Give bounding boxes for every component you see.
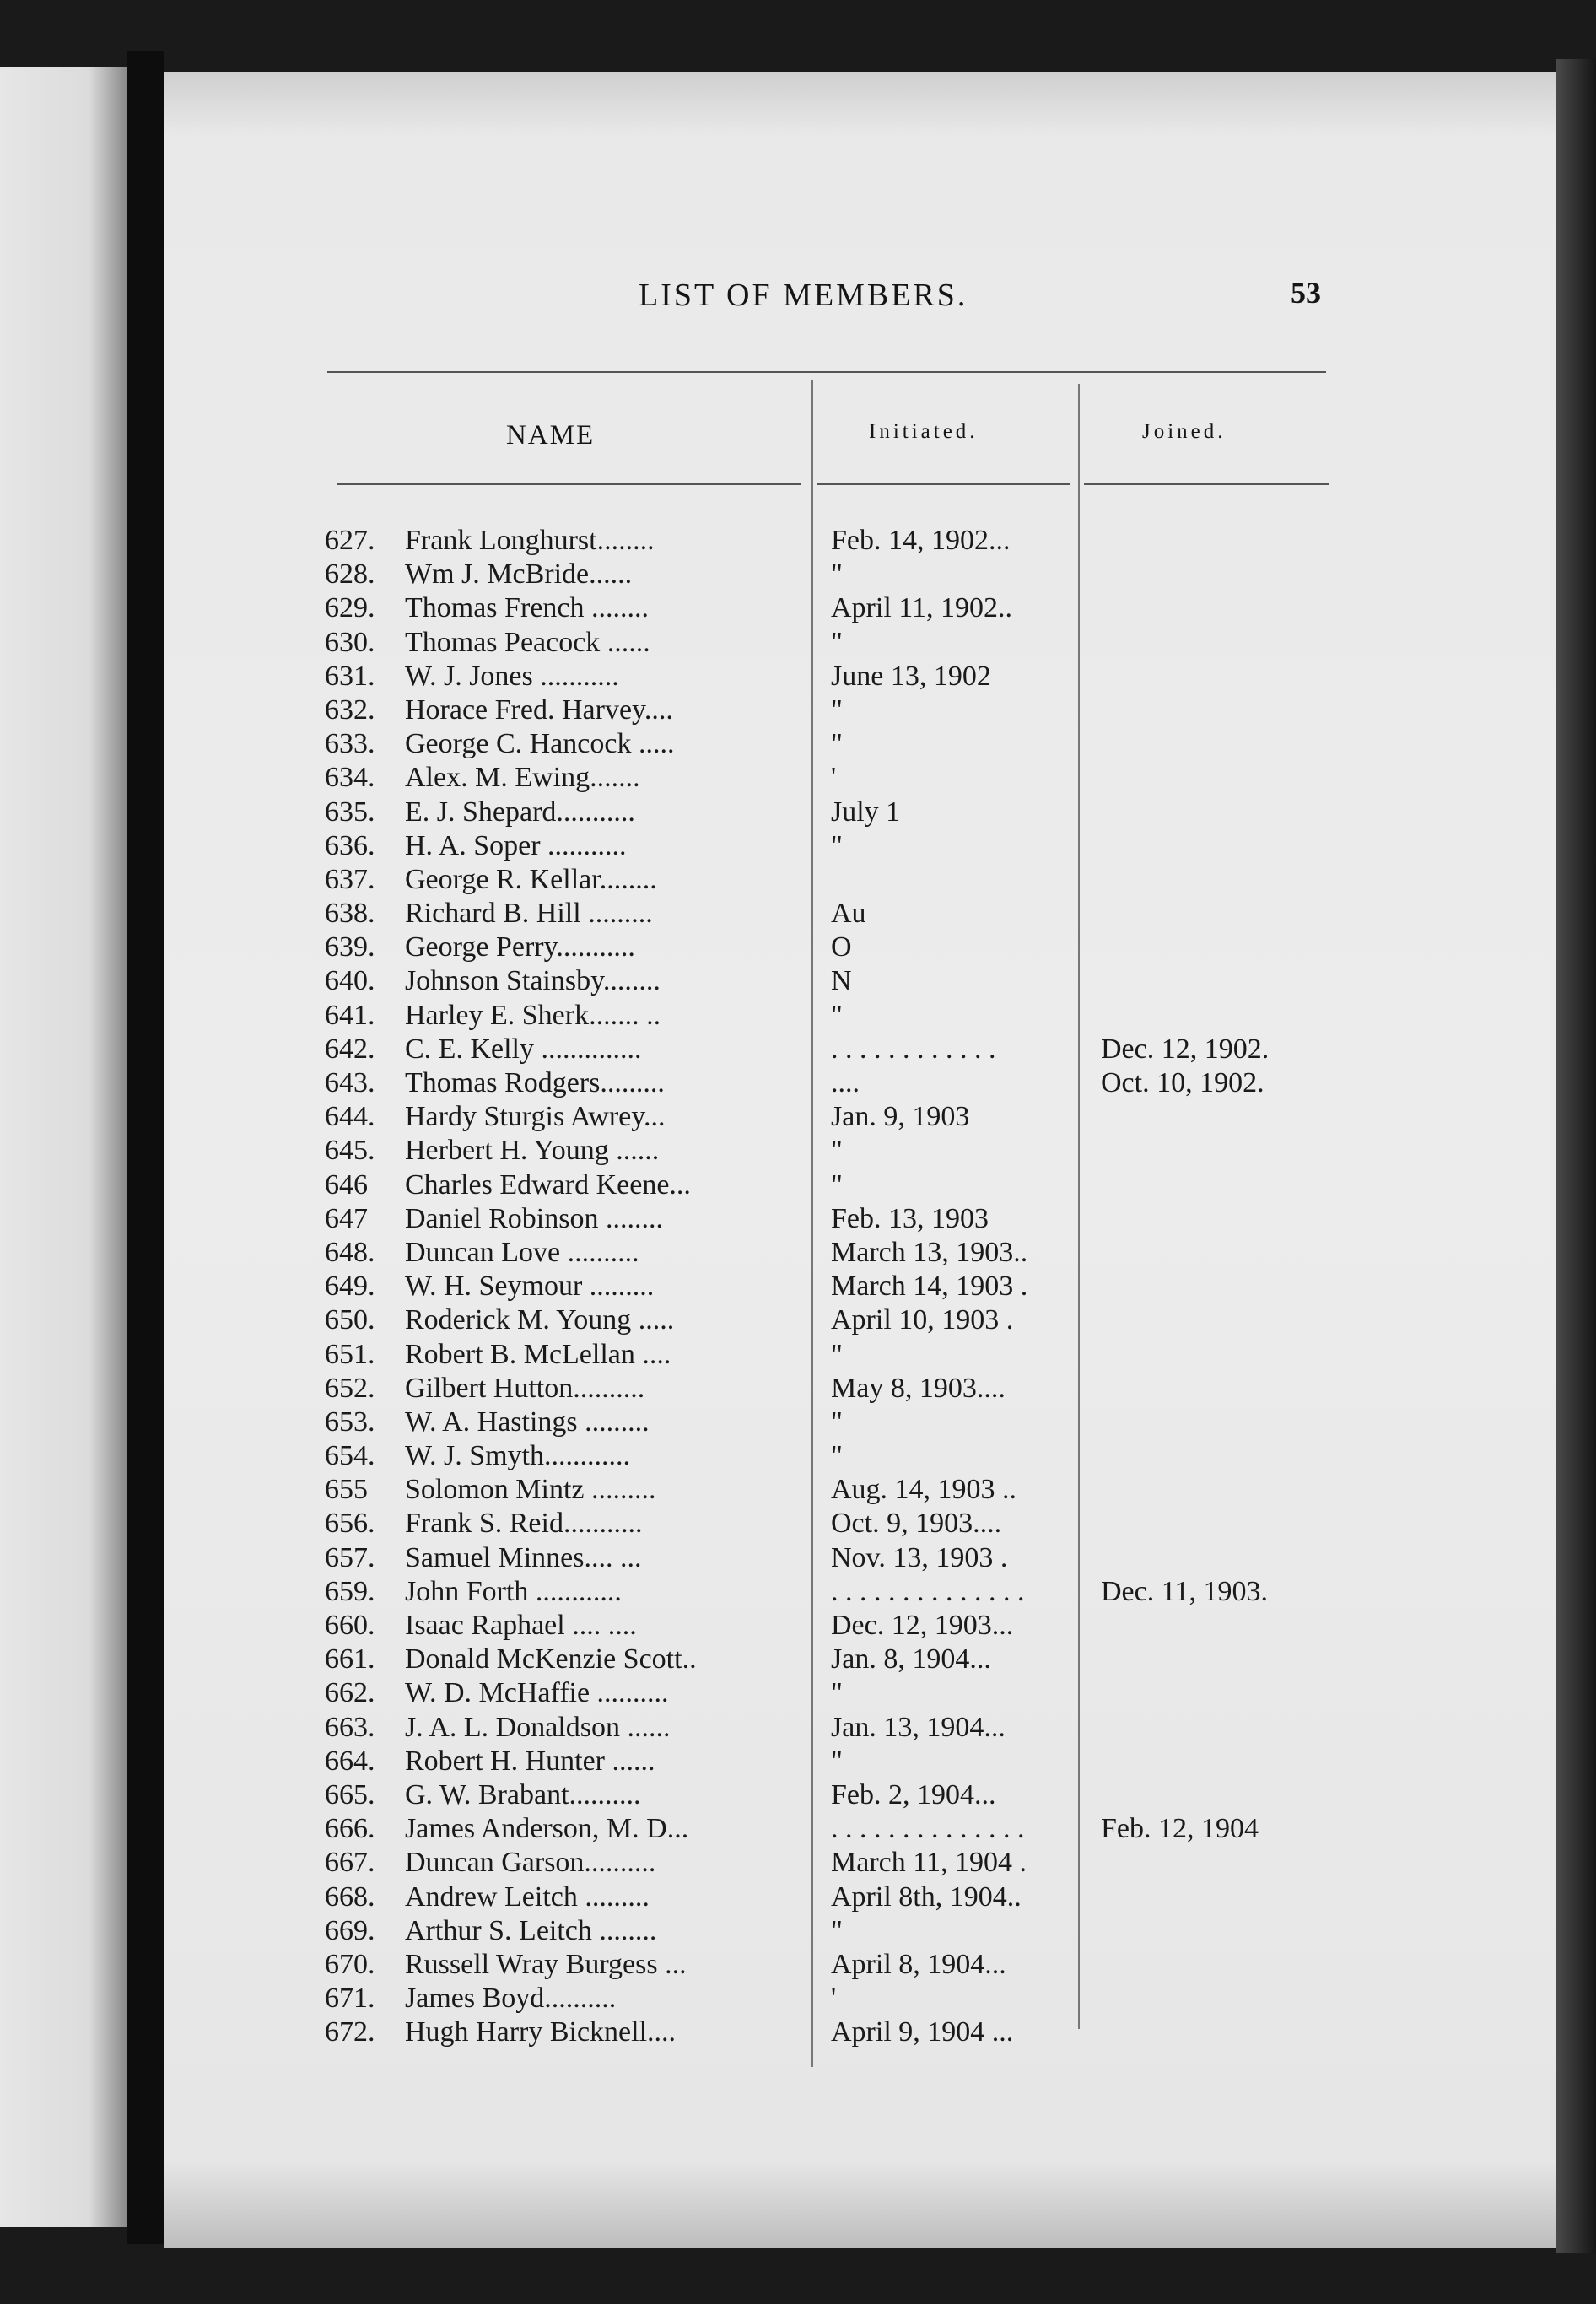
adjacent-page-edge: [0, 67, 127, 2227]
member-number: 659.: [325, 1575, 375, 1607]
member-row: [325, 1000, 1337, 1033]
member-name: H. A. Soper ...........: [405, 829, 627, 861]
member-name: Thomas French ........: [405, 592, 649, 624]
member-name: Hugh Harry Bicknell....: [405, 2016, 677, 2048]
member-number: 654.: [325, 1440, 375, 1472]
initiated-date: Jan. 8, 1904...: [831, 1643, 991, 1675]
column-header-initiated: Initiated.: [869, 420, 979, 443]
member-number: 671.: [325, 1983, 375, 2015]
member-row: [325, 1712, 1337, 1746]
initiated-date: ": [831, 693, 843, 726]
member-row: [325, 1067, 1337, 1101]
member-number: 632.: [325, 693, 375, 726]
member-name: W. J. Smyth............: [405, 1440, 631, 1472]
initiated-date: ': [831, 1983, 837, 2015]
member-number: 645.: [325, 1135, 375, 1167]
member-number: 669.: [325, 1914, 375, 1946]
member-name: Duncan Love ..........: [405, 1236, 639, 1268]
member-row: [325, 1643, 1337, 1677]
initiated-date: ': [831, 762, 837, 794]
member-number: 653.: [325, 1406, 375, 1438]
initiated-date: ": [831, 1745, 843, 1777]
member-number: 651.: [325, 1338, 375, 1370]
member-row: [325, 525, 1337, 558]
member-number: 641.: [325, 999, 375, 1031]
initiated-date: March 14, 1903 .: [831, 1271, 1028, 1303]
initiated-date: Dec. 12, 1903...: [831, 1610, 1014, 1641]
member-row: [325, 1746, 1337, 1779]
initiated-date: Feb. 14, 1902...: [831, 525, 1011, 556]
joined-date: Oct. 10, 1902.: [1101, 1067, 1264, 1098]
initiated-date: ": [831, 1677, 843, 1709]
member-name: Duncan Garson..........: [405, 1847, 656, 1879]
initiated-date: ": [831, 728, 843, 760]
member-name: Robert H. Hunter ......: [405, 1745, 655, 1777]
member-name: Arthur S. Leitch ........: [405, 1914, 657, 1946]
page-title: LIST OF MEMBERS.: [639, 278, 968, 313]
member-row: [325, 1508, 1337, 1541]
member-name: Andrew Leitch .........: [405, 1880, 650, 1913]
member-row: [325, 1576, 1337, 1610]
initiated-date: ": [831, 558, 843, 591]
initiated-date: ": [831, 829, 843, 861]
member-row: [325, 762, 1337, 796]
member-number: 629.: [325, 592, 375, 624]
member-row: [325, 830, 1337, 864]
member-row: [325, 1881, 1337, 1915]
initiated-date: April 9, 1904 ...: [831, 2016, 1014, 2048]
member-row: [325, 661, 1337, 694]
member-number: 640.: [325, 965, 375, 997]
initiated-date: June 13, 1902: [831, 660, 991, 692]
member-name: E. J. Shepard...........: [405, 796, 635, 828]
member-row: [325, 1983, 1337, 2016]
member-row: [325, 1237, 1337, 1271]
header-rule: [327, 371, 1326, 373]
member-number: 660.: [325, 1610, 375, 1641]
member-row: [325, 1847, 1337, 1880]
member-number: 649.: [325, 1271, 375, 1303]
member-name: Frank Longhurst........: [405, 525, 655, 556]
member-number: 652.: [325, 1372, 375, 1404]
initiated-date: Feb. 2, 1904...: [831, 1778, 996, 1810]
member-row: [325, 2016, 1337, 2050]
initiated-date: April 11, 1902..: [831, 592, 1013, 624]
member-name: George R. Kellar........: [405, 863, 657, 895]
member-row: [325, 1406, 1337, 1440]
member-name: Gilbert Hutton..........: [405, 1372, 645, 1404]
member-row: [325, 1373, 1337, 1406]
member-name: Harley E. Sherk....... ..: [405, 999, 661, 1031]
initiated-date: Oct. 9, 1903....: [831, 1508, 1002, 1540]
member-name: George C. Hancock .....: [405, 728, 675, 760]
member-number: 662.: [325, 1677, 375, 1709]
member-name: G. W. Brabant..........: [405, 1778, 641, 1810]
member-name: Horace Fred. Harvey....: [405, 693, 673, 726]
member-name: Donald McKenzie Scott..: [405, 1643, 697, 1675]
initiated-date: July 1: [831, 796, 901, 828]
member-row: [325, 1915, 1337, 1949]
member-row: [325, 728, 1337, 762]
initiated-date: ": [831, 1440, 843, 1472]
member-row: [325, 1169, 1337, 1203]
member-number: 672.: [325, 2016, 375, 2048]
member-row: [325, 592, 1337, 626]
member-name: George Perry...........: [405, 931, 635, 963]
member-name: Herbert H. Young ......: [405, 1135, 660, 1167]
member-row: [325, 1101, 1337, 1135]
member-number: 663.: [325, 1711, 375, 1743]
member-number: 665.: [325, 1778, 375, 1810]
joined-header-rule: [1084, 483, 1329, 485]
member-number: 633.: [325, 728, 375, 760]
initiated-header-rule: [817, 483, 1070, 485]
member-row: [325, 1813, 1337, 1847]
initiated-date: April 8, 1904...: [831, 1948, 1006, 1980]
name-header-rule: [337, 483, 801, 485]
member-row: [325, 1440, 1337, 1474]
member-number: 634.: [325, 762, 375, 794]
member-number: 630.: [325, 626, 375, 658]
column-header-joined: Joined.: [1142, 420, 1227, 443]
member-row: [325, 965, 1337, 999]
member-name: Isaac Raphael .... ....: [405, 1610, 637, 1641]
member-row: [325, 558, 1337, 592]
member-number: 628.: [325, 558, 375, 591]
member-row: [325, 1033, 1337, 1067]
member-number: 635.: [325, 796, 375, 828]
member-name: J. A. L. Donaldson ......: [405, 1711, 671, 1743]
member-row: [325, 1271, 1337, 1304]
book-gutter: [127, 51, 164, 2244]
member-row: [325, 1779, 1337, 1813]
member-name: Charles Edward Keene...: [405, 1168, 691, 1201]
member-name: W. D. McHaffie ..........: [405, 1677, 669, 1709]
member-name: Daniel Robinson ........: [405, 1202, 663, 1234]
member-row: [325, 898, 1337, 931]
member-row: [325, 1304, 1337, 1338]
initiated-date: ": [831, 1338, 843, 1370]
member-number: 656.: [325, 1508, 375, 1540]
member-name: Hardy Sturgis Awrey...: [405, 1101, 666, 1133]
member-name: John Forth ............: [405, 1575, 622, 1607]
member-row: [325, 694, 1337, 728]
member-row: [325, 796, 1337, 830]
initiated-date: May 8, 1903....: [831, 1372, 1006, 1404]
initiated-date: ": [831, 999, 843, 1031]
initiated-date: ": [831, 1135, 843, 1167]
member-name: Thomas Rodgers.........: [405, 1067, 665, 1098]
member-name: Alex. M. Ewing.......: [405, 762, 640, 794]
initiated-date: ": [831, 626, 843, 658]
member-row: [325, 627, 1337, 661]
member-name: Robert B. McLellan ....: [405, 1338, 671, 1370]
member-name: Richard B. Hill .........: [405, 898, 653, 930]
member-number: 638.: [325, 898, 375, 930]
initiated-date: Feb. 13, 1903: [831, 1202, 989, 1234]
member-number: 647: [325, 1202, 368, 1234]
member-number: 655: [325, 1474, 368, 1506]
member-name: Roderick M. Young .....: [405, 1304, 675, 1336]
column-header-name: NAME: [506, 420, 596, 451]
member-name: James Boyd..........: [405, 1983, 617, 2015]
member-number: 644.: [325, 1101, 375, 1133]
member-number: 661.: [325, 1643, 375, 1675]
member-row: [325, 1135, 1337, 1168]
initiated-date: . . . . . . . . . . . . . .: [831, 1813, 1025, 1845]
member-number: 670.: [325, 1948, 375, 1980]
initiated-date: Jan. 9, 1903: [831, 1101, 970, 1133]
initiated-date: March 13, 1903..: [831, 1236, 1028, 1268]
member-row: [325, 1610, 1337, 1643]
member-name: Samuel Minnes.... ...: [405, 1541, 642, 1573]
member-name: W. A. Hastings .........: [405, 1406, 650, 1438]
member-number: 643.: [325, 1067, 375, 1098]
initiated-date: N: [831, 965, 852, 997]
member-number: 657.: [325, 1541, 375, 1573]
member-name: Frank S. Reid...........: [405, 1508, 643, 1540]
member-number: 627.: [325, 525, 375, 556]
initiated-date: ....: [831, 1067, 860, 1098]
member-number: 667.: [325, 1847, 375, 1879]
member-number: 639.: [325, 931, 375, 963]
member-number: 642.: [325, 1033, 375, 1065]
initiated-date: ": [831, 1406, 843, 1438]
member-row: [325, 1339, 1337, 1373]
member-name: Thomas Peacock ......: [405, 626, 650, 658]
member-number: 646: [325, 1168, 368, 1201]
initiated-date: . . . . . . . . . . . .: [831, 1033, 996, 1065]
initiated-date: ": [831, 1914, 843, 1946]
initiated-date: Au: [831, 898, 866, 930]
member-name: W. J. Jones ...........: [405, 660, 619, 692]
member-name: Solomon Mintz .........: [405, 1474, 656, 1506]
member-number: 648.: [325, 1236, 375, 1268]
initiated-date: April 10, 1903 .: [831, 1304, 1014, 1336]
member-number: 664.: [325, 1745, 375, 1777]
joined-date: Feb. 12, 1904: [1101, 1813, 1259, 1845]
joined-date: Dec. 11, 1903.: [1101, 1575, 1268, 1607]
member-number: 650.: [325, 1304, 375, 1336]
initiated-date: . . . . . . . . . . . . . .: [831, 1575, 1025, 1607]
initiated-date: April 8th, 1904..: [831, 1880, 1022, 1913]
members-list: [325, 525, 1337, 2050]
member-number: 668.: [325, 1880, 375, 1913]
member-name: Russell Wray Burgess ...: [405, 1948, 687, 1980]
initiated-date: Aug. 14, 1903 ..: [831, 1474, 1017, 1506]
initiated-date: O: [831, 931, 852, 963]
member-name: James Anderson, M. D...: [405, 1813, 689, 1845]
member-name: C. E. Kelly ..............: [405, 1033, 642, 1065]
member-row: [325, 1203, 1337, 1237]
joined-date: Dec. 12, 1902.: [1101, 1033, 1270, 1065]
initiated-date: March 11, 1904 .: [831, 1847, 1027, 1879]
member-name: Wm J. McBride......: [405, 558, 633, 591]
member-number: 631.: [325, 660, 375, 692]
member-number: 636.: [325, 829, 375, 861]
initiated-date: Jan. 13, 1904...: [831, 1711, 1006, 1743]
member-row: [325, 931, 1337, 965]
member-row: [325, 864, 1337, 898]
member-name: Johnson Stainsby........: [405, 965, 661, 997]
member-row: [325, 1542, 1337, 1576]
member-row: [325, 1677, 1337, 1711]
initiated-date: ": [831, 1168, 843, 1201]
member-name: W. H. Seymour .........: [405, 1271, 655, 1303]
member-number: 637.: [325, 863, 375, 895]
member-row: [325, 1474, 1337, 1508]
page-right-edge: [1556, 59, 1596, 2253]
member-row: [325, 1949, 1337, 1983]
page-number: 53: [1291, 276, 1321, 310]
member-number: 666.: [325, 1813, 375, 1845]
initiated-date: Nov. 13, 1903 .: [831, 1541, 1008, 1573]
